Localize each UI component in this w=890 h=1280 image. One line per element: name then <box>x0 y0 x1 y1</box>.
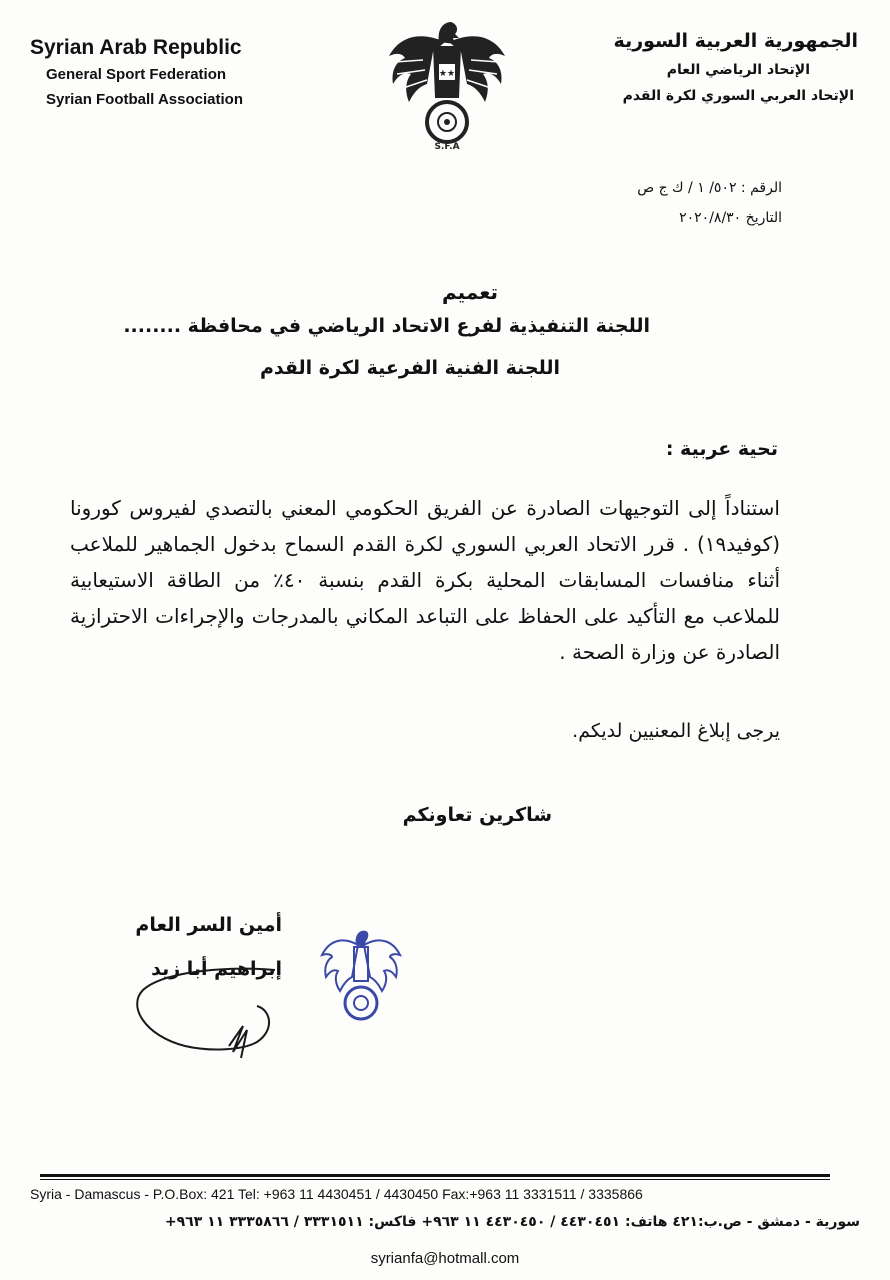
footer-rule-thin <box>40 1179 830 1180</box>
footer-rule-thick <box>40 1174 830 1177</box>
official-stamp <box>318 925 404 1030</box>
body-paragraph: استناداً إلى التوجيهات الصادرة عن الفريق الحكومي المعني بالتصدي لفيروس كورونا (كوفيد١٩) . قرر الاتحاد العربي السوري لكرة القدم السماح بدخول الجماهير للملاعب أثناء منافسات المسابقات المحلية بكرة القدم بنسبة ٤٠٪ من الطاقة الاستيعابية للملاعب مع التأكيد على الحفاظ على التباعد المكاني بالمدرجات والإجراءات الاحترازية الصادرة عن وزارة الصحة . <box>70 496 781 664</box>
footer-email: syrianfa@hotmall.com <box>370 1250 520 1267</box>
handwritten-signature <box>125 960 295 1070</box>
header-ar-association: الإتحاد العربي السوري لكرة القدم <box>622 88 854 104</box>
circular-recipient-1: اللجنة التنفيذية لفرع الاتحاد الرياضي في محافظة ........ <box>123 315 650 337</box>
header-en-country: Syrian Arab Republic <box>30 36 242 59</box>
circular-title: تعميم <box>441 280 499 304</box>
svg-text:★★: ★★ <box>438 69 456 79</box>
circular-recipient-2: اللجنة الفنية الفرعية لكرة القدم <box>259 357 560 379</box>
sfa-eagle-logo <box>383 12 511 150</box>
header-en-federation: General Sport Federation <box>46 66 227 83</box>
reference-date: التاريخ ٢٠٢٠/٨/٣٠ <box>679 210 782 226</box>
header-ar-country: الجمهورية العربية السورية <box>613 30 858 52</box>
header-en-association: Syrian Football Association <box>46 91 243 108</box>
signatory-name: إبراهيم أبا زيد <box>151 958 282 980</box>
signatory-title: أمين السر العام <box>135 914 282 936</box>
logo-text: S.F.A <box>434 142 460 150</box>
request-line: يرجى إبلاغ المعنيين لديكم. <box>572 720 780 742</box>
reference-number: الرقم : ٥٠٢/ ١ / ك ج ص <box>637 180 782 196</box>
footer-contact-en: Syria - Damascus - P.O.Box: 421 Tel: +963 11 4430451 / 4430450 Fax:+963 11 3331511 / 3335866 <box>30 1186 643 1202</box>
thanks-line: شاكرين تعاونكم <box>402 804 552 826</box>
header-ar-federation: الإتحاد الرياضي العام <box>666 62 810 78</box>
footer-contact-ar: سورية - دمشق - ص.ب:٤٢١ هاتف: ٤٤٣٠٤٥١ / ٤٤٣٠٤٥٠ ١١ ٩٦٣+ فاكس: ٣٣٣١٥١١ / ٣٣٣٥٨٦٦ ١١ ٩٦٣+ <box>164 1214 860 1230</box>
greeting: تحية عربية : <box>665 438 778 460</box>
